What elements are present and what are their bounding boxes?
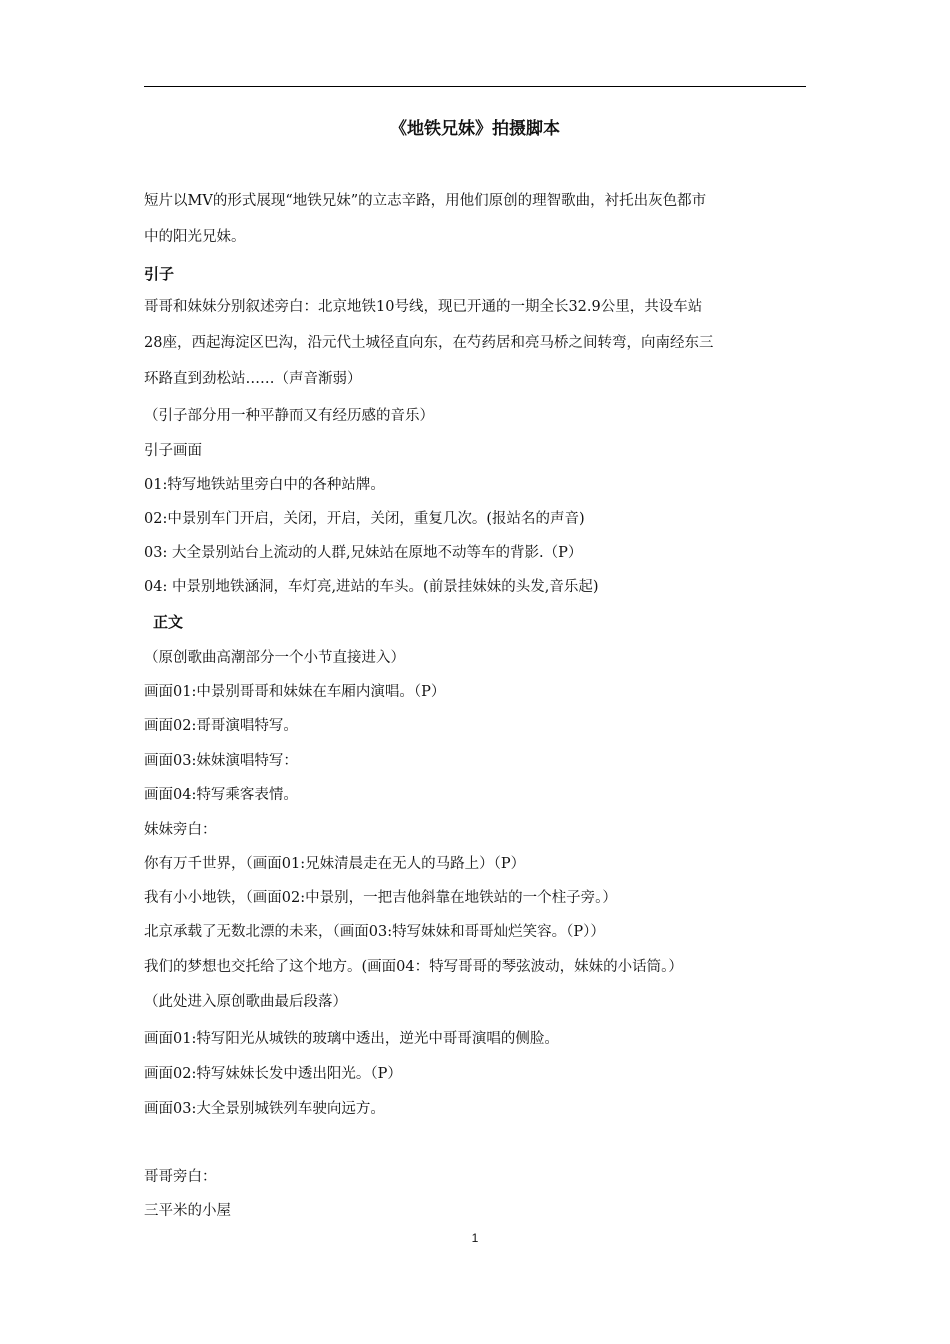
main-line: 画面04:特写乘客表情。 [144, 787, 298, 803]
main-line: 你有万千世界，（画面01:兄妹清晨走在无人的马路上）（P） [144, 856, 526, 872]
prologue-line: 02:中景别车门开启，关闭，开启，关闭，重复几次。(报站名的声音) [144, 511, 585, 527]
main-line: 画面01:特写阳光从城铁的玻璃中透出，逆光中哥哥演唱的侧脸。 [144, 1031, 559, 1047]
main-line: 我有小小地铁，（画面02:中景别，一把吉他斜靠在地铁站的一个柱子旁。） [144, 890, 617, 906]
section-heading-prologue: 引子 [144, 265, 175, 283]
main-line: 画面01:中景别哥哥和妹妹在车厢内演唱。（P） [144, 684, 446, 700]
prologue-line: 03: 大全景别站台上流动的人群,兄妹站在原地不动等车的背影.（P） [144, 545, 583, 561]
main-line: 我们的梦想也交托给了这个地方。(画面04：特写哥哥的琴弦波动，妹妹的小话筒。） [144, 959, 683, 975]
prologue-line: 引子画面 [144, 443, 202, 459]
main-line: （此处进入原创歌曲最后段落） [144, 994, 347, 1010]
prologue-line: 01:特写地铁站里旁白中的各种站牌。 [144, 477, 385, 493]
prologue-line: （引子部分用一种平静而又有经历感的音乐） [144, 408, 434, 424]
section-heading-main: 正文 [153, 613, 184, 631]
prologue-line: 04: 中景别地铁涵洞，车灯亮,进站的车头。(前景挂妹妹的头发,音乐起) [144, 579, 599, 595]
main-line: 画面03:大全景别城铁列车驶向远方。 [144, 1101, 385, 1117]
intro-line-2: 中的阳光兄妹。 [144, 229, 246, 245]
main-line: 北京承载了无数北漂的未来，（画面03:特写妹妹和哥哥灿烂笑容。（P）） [144, 924, 605, 940]
intro-line-1: 短片以MV的形式展现“地铁兄妹”的立志辛路，用他们原创的理智歌曲，衬托出灰色都市 [144, 193, 707, 209]
header-rule [144, 86, 806, 87]
closing-line: 三平米的小屋 [144, 1203, 231, 1219]
main-line: （原创歌曲高潮部分一个小节直接进入） [144, 650, 405, 666]
page-number: 1 [471, 1231, 479, 1245]
narration-line-3: 环路直到劲松站……（声音渐弱） [144, 371, 362, 387]
main-line: 画面02:哥哥演唱特写。 [144, 718, 298, 734]
narration-line-2: 28座，西起海淀区巴沟，沿元代土城径直向东，在芍药居和亮马桥之间转弯，向南经东三 [144, 335, 714, 351]
main-line: 画面03:妹妹演唱特写： [144, 753, 298, 769]
main-line: 画面02:特写妹妹长发中透出阳光。（P） [144, 1066, 402, 1082]
narration-line-1: 哥哥和妹妹分别叙述旁白：北京地铁10号线，现已开通的一期全长32.9公里，共设车站 [144, 299, 703, 315]
main-line: 妹妹旁白： [144, 822, 217, 838]
closing-line: 哥哥旁白： [144, 1169, 217, 1185]
document-title: 《地铁兄妹》拍摄脚本 [390, 119, 560, 139]
